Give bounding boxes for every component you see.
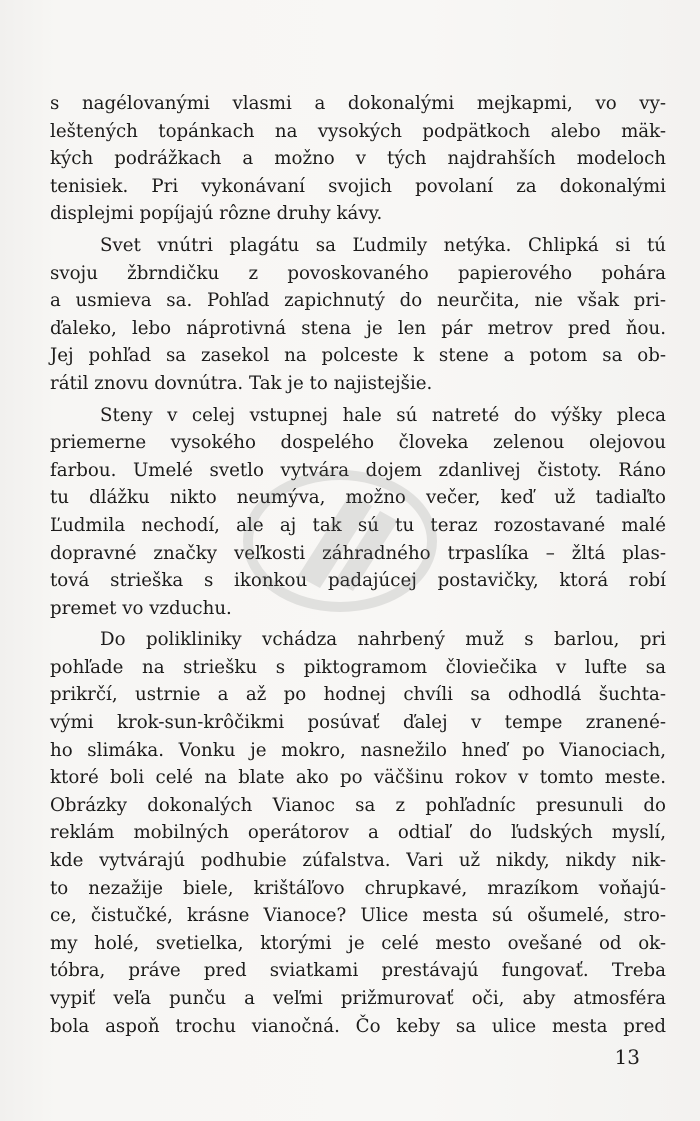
text-line: tová strieška s ikonkou padajúcej postavičky, ktorá robí <box>50 570 666 592</box>
paragraph-4 <box>50 626 666 1040</box>
text-line: ktoré boli celé na blate ako po väčšinu rokov v tomto meste. <box>50 767 666 789</box>
body-text <box>50 90 666 1040</box>
text-line: tu dlážku nikto neumýva, možno večer, keď už tadiaľto <box>50 487 666 509</box>
text-line: ďaleko, lebo náprotivná stena je len pár metrov pred ňou. <box>50 317 666 339</box>
text-line: svoju žbrndičku z povoskovaného papierového pohára <box>50 262 666 284</box>
text-line: tóbra, práve pred sviatkami prestávajú fungovať. Treba <box>50 960 666 982</box>
text-line: ce, čistučké, krásne Vianoce? Ulice mesta sú ošumelé, stro- <box>50 905 666 927</box>
text-line: prikrčí, ustrnie a až po hodnej chvíli sa odhodlá šuchta- <box>50 684 666 706</box>
text-line: vypiť veľa punču a veľmi prižmurovať oči, aby atmosféra <box>50 988 666 1009</box>
text-line: Svet vnútri plagátu sa Ľudmily netýka. Chlipká si tú <box>100 234 666 256</box>
text-line: Obrázky dokonalých Vianoc sa z pohľadníc presunuli do <box>50 794 666 816</box>
text-line: a usmieva sa. Pohľad zapichnutý do neurčita, nie však pri- <box>50 290 666 312</box>
text-line: pohľade na striešku s piktogramom človiečika v lufte sa <box>50 656 666 678</box>
text-line: displejmi popíjajú rôzne druhy kávy. <box>50 203 383 225</box>
paragraph-2 <box>50 232 666 398</box>
text-line: vými krok-sun-krôčikmi posúvať ďalej v tempe zranené- <box>50 712 666 734</box>
text-line: premet vo vzduchu. <box>50 597 232 619</box>
text-line: ho slimáka. Vonku je mokro, nasnežilo hneď po Vianociach, <box>50 739 666 761</box>
text-line: farbou. Umelé svetlo vytvára dojem zdanlivej čistoty. Ráno <box>50 459 666 481</box>
text-line: Ľudmila nechodí, ale aj tak sú tu teraz rozostavané malé <box>50 514 666 536</box>
text-line: Steny v celej vstupnej hale sú natreté do výšky pleca <box>100 404 666 426</box>
text-line: rátil znovu dovnútra. Tak je to najistejšie. <box>50 372 433 394</box>
text-line: tenisiek. Pri vykonávaní svojich povolaní za dokonalými <box>50 175 666 197</box>
text-line: s nagélovanými vlasmi a dokonalými mejkapmi, vo vy- <box>50 93 666 114</box>
paragraph-3 <box>50 402 666 623</box>
text-line: my holé, svetielka, ktorými je celé mesto ovešané od ok- <box>50 932 666 954</box>
text-line: leštených topánkach na vysokých podpätkoch alebo mäk- <box>50 120 666 142</box>
text-line: Do polikliniky vchádza nahrbený muž s barlou, pri <box>100 629 666 651</box>
text-line: Jej pohľad sa zasekol na polceste k stene a potom sa ob- <box>50 345 666 367</box>
text-line: kde vytvárajú podhubie zúfalstva. Vari už nikdy, nikdy nik- <box>50 850 666 872</box>
text-line: kých podrážkach a možno v tých najdrahších modeloch <box>50 148 666 170</box>
text-line: reklám mobilných operátorov a odtiaľ do ľudských myslí, <box>50 822 666 844</box>
text-line: bola aspoň trochu vianočná. Čo keby sa ulice mesta pred <box>50 1015 666 1037</box>
page-number: 13 <box>614 1045 640 1069</box>
text-line: to nezažije biele, krištáľovo chrupkavé, mrazíkom voňajú- <box>50 877 666 899</box>
text-line: dopravné značky veľkosti záhradného trpaslíka – žltá plas- <box>50 542 666 564</box>
text-line: priemerne vysokého dospelého človeka zelenou olejovou <box>50 432 666 454</box>
paragraph-1 <box>50 90 666 228</box>
